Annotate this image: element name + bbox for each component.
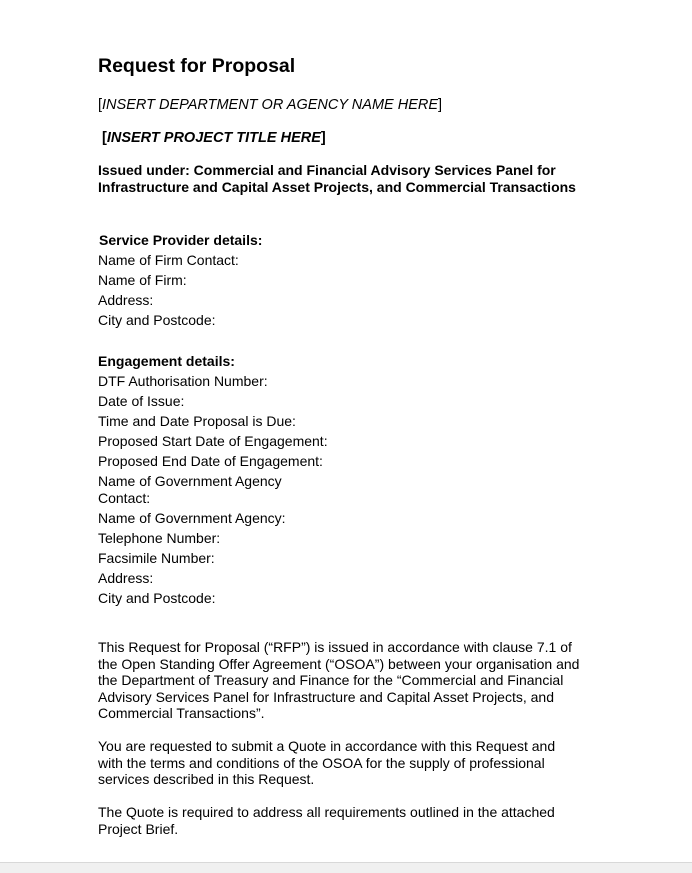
document-title: Request for Proposal (98, 55, 296, 77)
service-provider-section (98, 230, 262, 330)
engagement-heading: Engagement details: (98, 353, 235, 369)
issued-under-line-2: Infrastructure and Capital Asset Projects, and Commercial Transactions (98, 179, 576, 195)
department-placeholder: INSERT DEPARTMENT OR AGENCY NAME HERE (102, 97, 439, 113)
department-placeholder-line (98, 97, 442, 114)
viewer-bottom-bar (0, 862, 692, 873)
bracket-open: [ (98, 97, 103, 113)
issued-under-statement (98, 162, 576, 196)
field-label: Name of Firm: (98, 272, 187, 288)
field-label: Telephone Number: (98, 530, 221, 546)
body-paragraph: You are requested to submit a Quote in accordance with this Request and with the terms and conditions of the OSOA for the supply of professional services described in this Request. (98, 738, 556, 788)
field-label: City and Postcode: (98, 590, 216, 606)
field-label: Name of Government Agency Contact: (98, 473, 282, 506)
field-label: Address: (98, 292, 154, 308)
field-label: Proposed Start Date of Engagement: (98, 433, 328, 449)
field-label: Time and Date Proposal is Due: (98, 413, 296, 429)
bracket-close: ] (320, 130, 326, 146)
field-label: City and Postcode: (98, 312, 216, 328)
bracket-open: [ (102, 130, 107, 146)
service-provider-heading: Service Provider details: (99, 232, 263, 248)
field-label: Proposed End Date of Engagement: (98, 453, 323, 469)
bracket-close: ] (438, 97, 443, 113)
field-label: Date of Issue: (98, 393, 185, 409)
field-label: Facsimile Number: (98, 550, 215, 566)
field-label: Address: (98, 570, 154, 586)
project-title-placeholder-line (102, 130, 326, 147)
engagement-section (98, 351, 328, 608)
body-paragraph: The Quote is required to address all requirements outlined in the attached Project Brief. (98, 804, 555, 837)
field-label: Name of Firm Contact: (98, 252, 239, 268)
issued-under-line-1: Issued under: Commercial and Financial Advisory Services Panel for (98, 162, 556, 178)
field-label: Name of Government Agency: (98, 510, 286, 526)
project-title-placeholder: INSERT PROJECT TITLE HERE (106, 130, 321, 146)
field-label: DTF Authorisation Number: (98, 373, 268, 389)
body-paragraph: This Request for Proposal (“RFP”) is issued in accordance with clause 7.1 of the Open Standing Offer Agreement (“OSOA”) between your organisation and the Department of Treasury and Finance for the “Commercial and Financial Advisory Services Panel for Infrastructure and Capital Asset Projects, and Commercial Transactions”. (98, 639, 580, 722)
